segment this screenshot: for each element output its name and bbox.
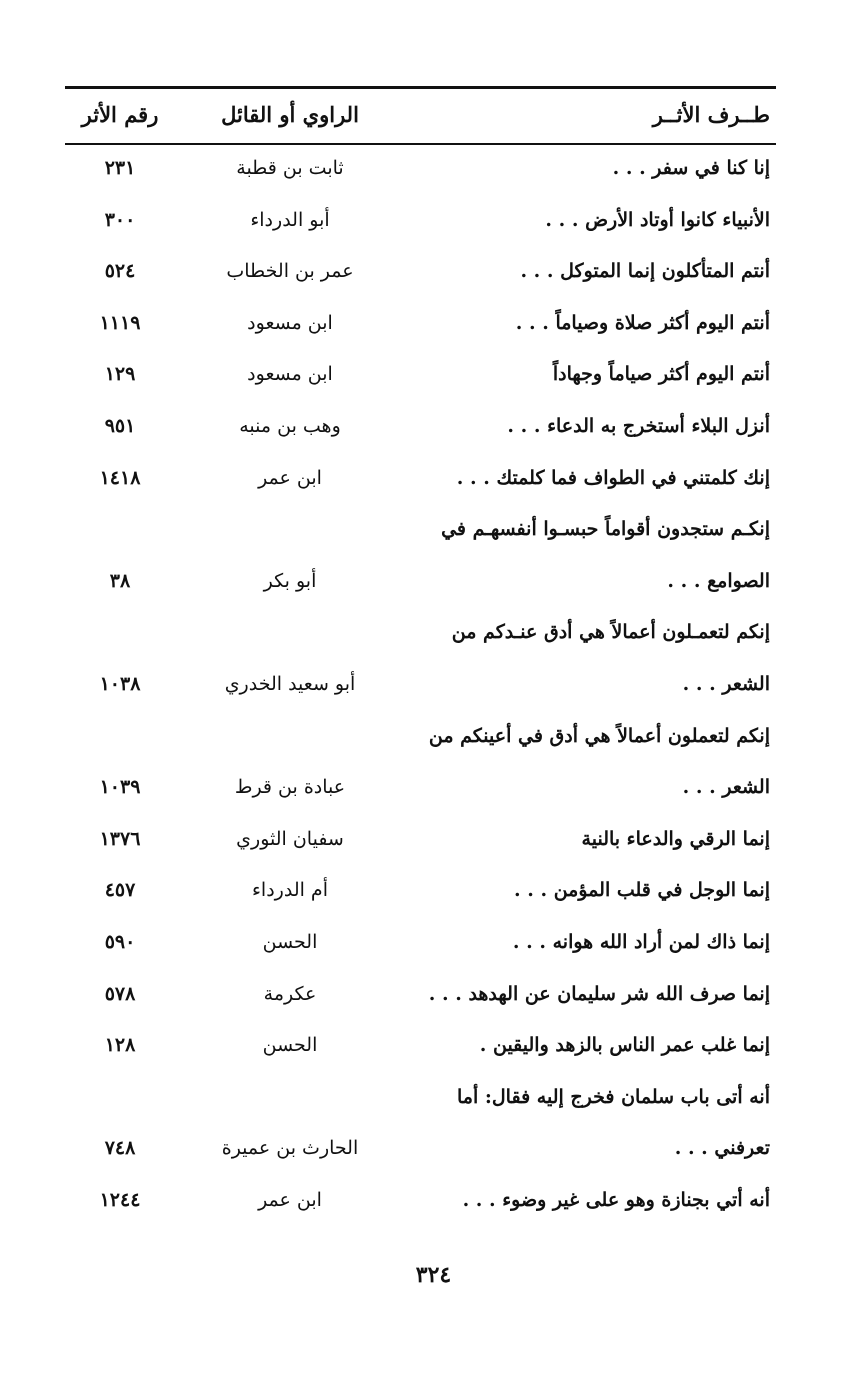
table-row — [65, 197, 776, 249]
row-narrator: عكرمة — [263, 982, 317, 1005]
table-row — [65, 403, 776, 455]
row-narrator: أبو بكر — [263, 569, 317, 592]
row-narrator: أبو سعيد الخدري — [224, 672, 356, 695]
table-row — [65, 713, 776, 816]
row-number: ١٢٤٤ — [99, 1188, 141, 1211]
row-narrator: وهب بن منبه — [239, 414, 341, 437]
row-number: ١٤١٨ — [99, 466, 141, 489]
row-number: ١١١٩ — [99, 311, 141, 334]
page-number: ٣٢٤ — [415, 1262, 452, 1288]
row-text: أنتم المتأكلون إنما المتوكل . . . — [520, 260, 770, 283]
row-narrator: الحسن — [262, 1034, 318, 1057]
row-number: ١٣٧٦ — [99, 827, 141, 850]
row-number: ٥٢٤ — [104, 260, 136, 283]
row-number: ٤٥٧ — [104, 879, 136, 902]
row-text-line-1: أنه أتى باب سلمان فخرج إليه فقال: أما — [457, 1085, 770, 1108]
row-number: ٥٩٠ — [104, 930, 136, 953]
row-narrator: ثابت بن قطبة — [236, 157, 344, 179]
row-narrator: ابن مسعود — [247, 311, 333, 334]
row-number: ٣٠٠ — [104, 208, 136, 231]
table-body — [65, 145, 776, 1228]
header-text: طــرف الأثــر — [652, 102, 770, 127]
row-number: ٩٥١ — [104, 414, 136, 437]
row-text: أنتم اليوم أكثر صياماً وجهاداً — [552, 363, 770, 386]
row-text-line-2: الشعر . . . — [682, 672, 770, 695]
row-narrator: عمر بن الخطاب — [226, 260, 354, 283]
row-text: إنما الرقي والدعاء بالنية — [581, 827, 770, 850]
row-narrator: ابن عمر — [258, 466, 322, 489]
header-number: رقم الأثر — [81, 102, 159, 127]
row-narrator: أبو الدرداء — [250, 208, 330, 231]
row-text: أنه أتي بجنازة وهو على غير وضوء . . . — [462, 1188, 770, 1211]
row-text: إنا كنا في سفر . . . — [612, 157, 770, 179]
table-row — [65, 506, 776, 609]
row-text: إنما ذاك لمن أراد الله هوانه . . . — [512, 930, 770, 953]
table-row — [65, 455, 776, 507]
row-text: الأنبياء كانوا أوتاد الأرض . . . — [545, 208, 770, 231]
row-narrator: ابن مسعود — [247, 363, 333, 386]
row-number: ١٠٣٨ — [99, 672, 141, 695]
header-narrator: الراوي أو القائل — [221, 102, 359, 127]
table-row — [65, 248, 776, 300]
table-row — [65, 145, 776, 197]
row-text-line-2: تعرفني . . . — [674, 1137, 770, 1160]
row-text: أنتم اليوم أكثر صلاة وصياماً . . . — [515, 311, 770, 334]
table-row — [65, 351, 776, 403]
table-row — [65, 1074, 776, 1177]
row-number: ٢٣١ — [104, 157, 136, 179]
athar-index-table — [65, 88, 776, 1228]
row-text-line-2: الشعر . . . — [682, 776, 770, 799]
row-narrator: الحارث بن عميرة — [221, 1137, 359, 1160]
row-narrator: أم الدرداء — [252, 879, 328, 902]
table-row — [65, 609, 776, 712]
table-row — [65, 1177, 776, 1229]
row-text-line-1: إنكم لتعملون أعمالاً هي أدق في أعينكم من — [428, 724, 770, 747]
row-narrator: الحسن — [262, 930, 318, 953]
row-text: إنك كلمتني في الطواف فما كلمتك . . . — [456, 466, 770, 489]
row-text: إنما الوجل في قلب المؤمن . . . — [514, 879, 770, 902]
table-row — [65, 816, 776, 868]
row-number: ٥٧٨ — [104, 982, 136, 1005]
row-narrator: ابن عمر — [258, 1188, 322, 1211]
row-text: أنزل البلاء أستخرج به الدعاء . . . — [507, 414, 770, 437]
row-narrator: سفيان الثوري — [236, 827, 344, 850]
row-narrator: عبادة بن قرط — [234, 776, 346, 799]
row-text-line-2: الصوامع . . . — [667, 569, 770, 592]
row-number: ١٢٨ — [104, 1034, 136, 1057]
row-text-line-1: إنكم لتعمـلون أعمالاً هي أدق عنـدكم من — [451, 621, 770, 644]
row-text: إنما صرف الله شر سليمان عن الهدهد . . . — [428, 982, 770, 1005]
table-row — [65, 1022, 776, 1074]
table-row — [65, 300, 776, 352]
row-number: ٧٤٨ — [104, 1137, 136, 1160]
table-row — [65, 867, 776, 919]
row-text-line-1: إنكـم ستجدون أقواماً حبسـوا أنفسهـم في — [441, 518, 770, 541]
table-row — [65, 971, 776, 1023]
row-text: إنما غلب عمر الناس بالزهد واليقين . — [479, 1034, 770, 1057]
table-row — [65, 919, 776, 971]
row-number: ١٠٣٩ — [99, 776, 141, 799]
row-number: ٣٨ — [109, 569, 131, 592]
table-header — [65, 88, 776, 143]
row-number: ١٢٩ — [104, 363, 136, 386]
